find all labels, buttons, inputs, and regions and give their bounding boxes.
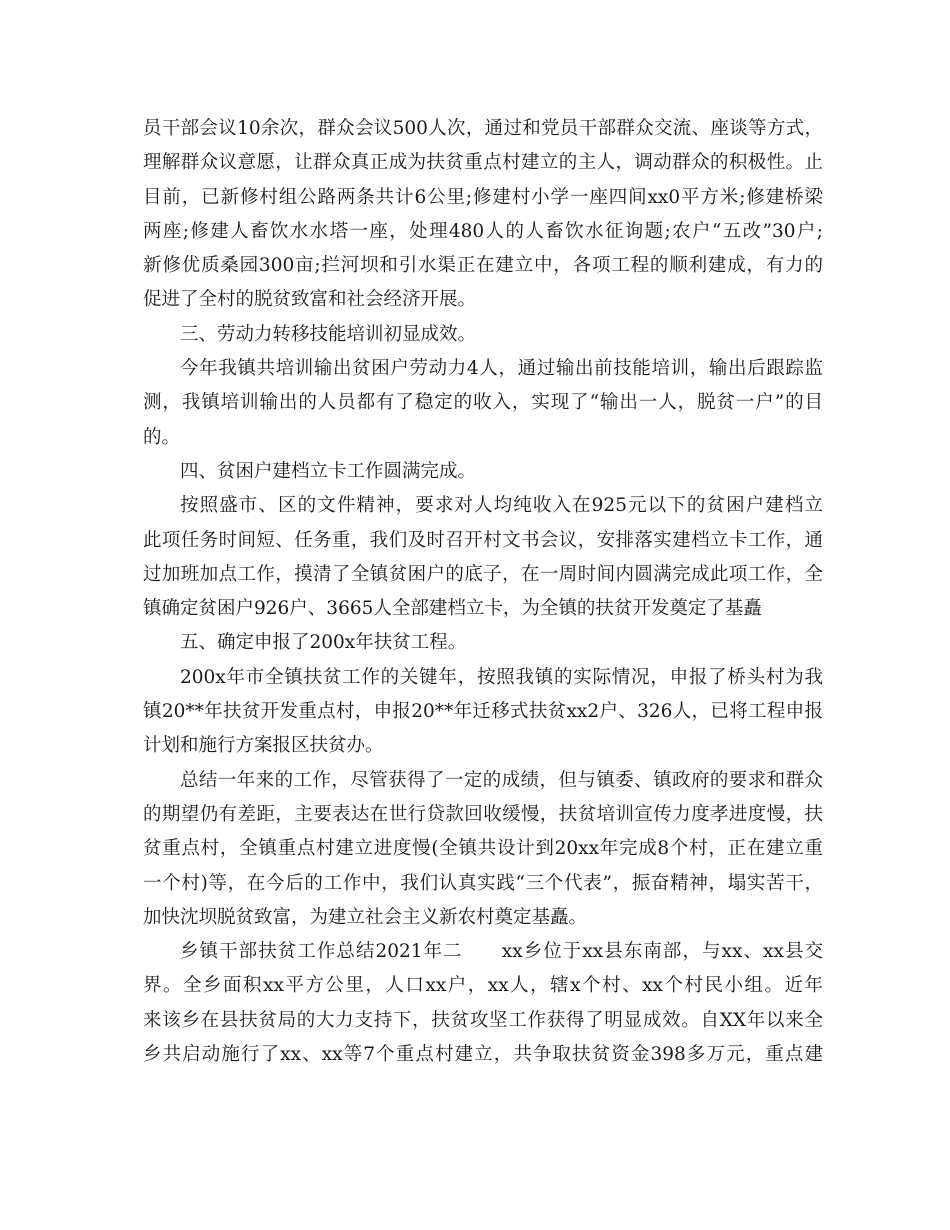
text-line: 总结一年来的工作，尽管获得了一定的成绩，但与镇委、镇政府的要求和群众 <box>180 769 823 791</box>
text-line: 镇20**年扶贫开发重点村，申报20**年迁移式扶贫xx2户、326人，已将工程申报 <box>143 701 823 723</box>
text-line: 镇确定贫困户926户、3665人全部建档立卡，为全镇的扶贫开发奠定了基矗 <box>143 598 762 620</box>
text-line: 一个村)等，在今后的工作中，我们认真实践“三个代表”，振奋精神，塌实苦干， <box>143 872 823 894</box>
text-line: 乡镇干部扶贫工作总结2021年二 xx乡位于xx县东南部，与xx、xx县交 <box>180 941 823 963</box>
text-line: 来该乡在县扶贫局的大力支持下，扶贫攻坚工作获得了明显成效。自XX年以来全 <box>143 1009 823 1031</box>
text-line: 五、确定申报了200x年扶贫工程。 <box>180 632 467 654</box>
text-line: 乡共启动施行了xx、xx等7个重点村建立，共争取扶贫资金398多万元，重点建 <box>143 1044 823 1066</box>
text-line: 两座;修建人畜饮水水塔一座，处理480人的人畜饮水征询题;农户“五改”30户; <box>143 220 823 242</box>
text-line: 按照盛市、区的文件精神，要求对人均纯收入在925元以下的贫困户建档立 <box>180 495 823 517</box>
text-line: 今年我镇共培训输出贫困户劳动力4人，通过输出前技能培训，输出后跟踪监 <box>180 358 823 380</box>
text-line: 四、贫困户建档立卡工作圆满完成。 <box>180 460 477 482</box>
text-line: 新修优质桑园300亩;拦河坝和引水渠正在建立中，各项工程的顺利建成，有力的 <box>143 255 823 277</box>
document-body <box>143 112 823 1072</box>
text-line: 贫重点村，全镇重点村建立进度慢(全镇共设计到20xx年完成8个村，正在建立重 <box>143 838 823 860</box>
text-line: 的期望仍有差距，主要表达在世行贷款回收缓慢，扶贫培训宣传力度孝进度慢，扶 <box>143 803 823 825</box>
text-line: 此项任务时间短、任务重，我们及时召开村文书会议，安排落实建档立卡工作，通 <box>143 529 823 551</box>
text-line: 的。 <box>143 426 181 448</box>
text-line: 促进了全村的脱贫致富和社会经济开展。 <box>143 289 477 311</box>
text-line: 计划和施行方案报区扶贫办。 <box>143 735 384 757</box>
text-line: 理解群众议意愿，让群众真正成为扶贫重点村建立的主人，调动群众的积极性。止 <box>143 152 823 174</box>
text-line: 200x年市全镇扶贫工作的关键年，按照我镇的实际情况，申报了桥头村为我 <box>180 666 823 688</box>
text-line: 目前，已新修村组公路两条共计6公里;修建村小学一座四间xx0平方米;修建桥梁 <box>143 186 823 208</box>
text-line: 三、劳动力转移技能培训初显成效。 <box>180 323 477 345</box>
text-line: 界。全乡面积xx平方公里，人口xx户，xx人，辖x个村、xx个村民小组。近年 <box>143 975 823 997</box>
text-line: 员干部会议10余次，群众会议500人次，通过和党员干部群众交流、座谈等方式， <box>143 118 823 139</box>
text-line: 加快沈坝脱贫致富，为建立社会主义新农村奠定基矗。 <box>143 906 588 928</box>
text-line: 过加班加点工作，摸清了全镇贫困户的底子，在一周时间内圆满完成此项工作，全 <box>143 563 823 585</box>
text-line: 测，我镇培训输出的人员都有了稳定的收入，实现了“输出一人，脱贫一户”的目 <box>143 392 823 414</box>
